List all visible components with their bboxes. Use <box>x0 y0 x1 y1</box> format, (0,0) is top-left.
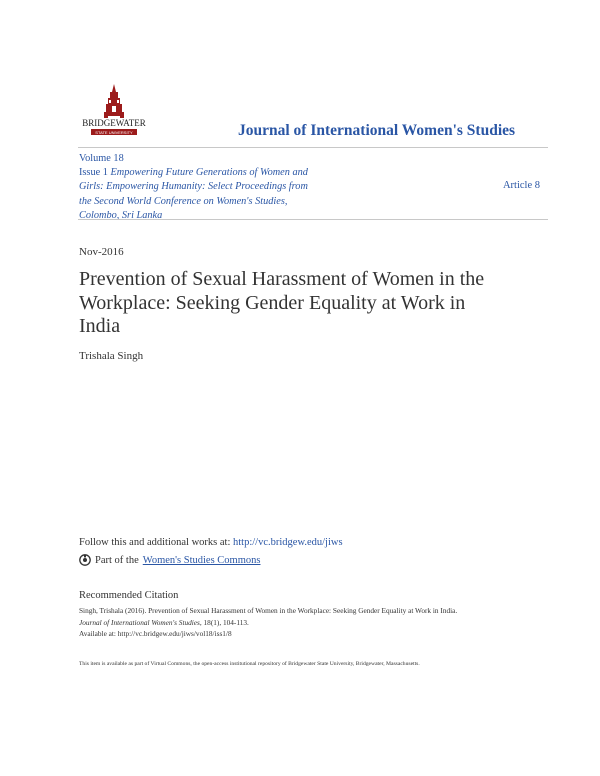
article-title-line-1: Prevention of Sexual Harassment of Women in the <box>79 268 485 290</box>
logo-text-top: BRIDGEWATER <box>82 118 146 128</box>
article-title-line-3: India <box>79 315 121 337</box>
part-of-label: Part of the <box>95 554 139 566</box>
repository-footer: This item is available as part of Virtual Commons, the open-access institutional repository of Bridgewater State University, Bridgewater, Massachusetts. <box>79 661 420 667</box>
article-title <box>79 268 549 339</box>
issue-title-line-3[interactable]: the Second World Conference on Women's Studies, <box>79 195 288 207</box>
university-logo <box>79 82 149 138</box>
citation-line-2 <box>79 617 549 629</box>
citation-journal: Journal of International Women's Studies <box>79 617 200 627</box>
article-title-line-2: Workplace: Seeking Gender Equality at Work in <box>79 291 466 314</box>
womens-studies-commons-link[interactable]: Women's Studies Commons <box>142 554 261 566</box>
article-number-link[interactable]: Article 8 <box>502 180 540 191</box>
logo-text-bottom: STATE UNIVERSITY <box>95 130 133 135</box>
header-divider <box>78 147 548 148</box>
citation-line-1: Singh, Trishala (2016). Prevention of Sexual Harassment of Women in the Workplace: Seeking Gender Equality at Work in India. <box>79 606 458 615</box>
follow-line <box>79 537 343 548</box>
follow-url-link[interactable]: http://vc.bridgew.edu/jiws <box>233 537 343 548</box>
issue-prefix: Issue 1 <box>79 167 111 179</box>
follow-label: Follow this and additional works at: <box>79 537 233 548</box>
issue-title-line-1: Empowering Future Generations of Women and <box>110 167 308 179</box>
commons-network-icon <box>79 554 91 566</box>
issue-title-line-4[interactable]: Colombo, Sri Lanka <box>79 209 163 221</box>
issue-link[interactable] <box>79 166 369 180</box>
citation-text <box>79 605 549 640</box>
issue-divider <box>78 219 548 220</box>
publication-date: Nov-2016 <box>79 246 124 258</box>
tower-logo-icon <box>79 82 149 138</box>
author-name: Trishala Singh <box>79 350 144 362</box>
part-of-line <box>79 554 260 566</box>
volume-link[interactable]: Volume 18 <box>79 153 124 164</box>
issue-info <box>79 152 369 223</box>
issue-title-line-2[interactable]: Girls: Empowering Humanity: Select Proceedings from <box>79 181 308 193</box>
journal-title[interactable]: Journal of International Women's Studies <box>238 122 516 139</box>
recommended-citation-heading: Recommended Citation <box>79 590 179 601</box>
citation-line-3[interactable]: Available at: http://vc.bridgew.edu/jiws/vol18/iss1/8 <box>79 629 232 639</box>
citation-volume-pages: , 18(1), 104-113. <box>199 617 249 627</box>
